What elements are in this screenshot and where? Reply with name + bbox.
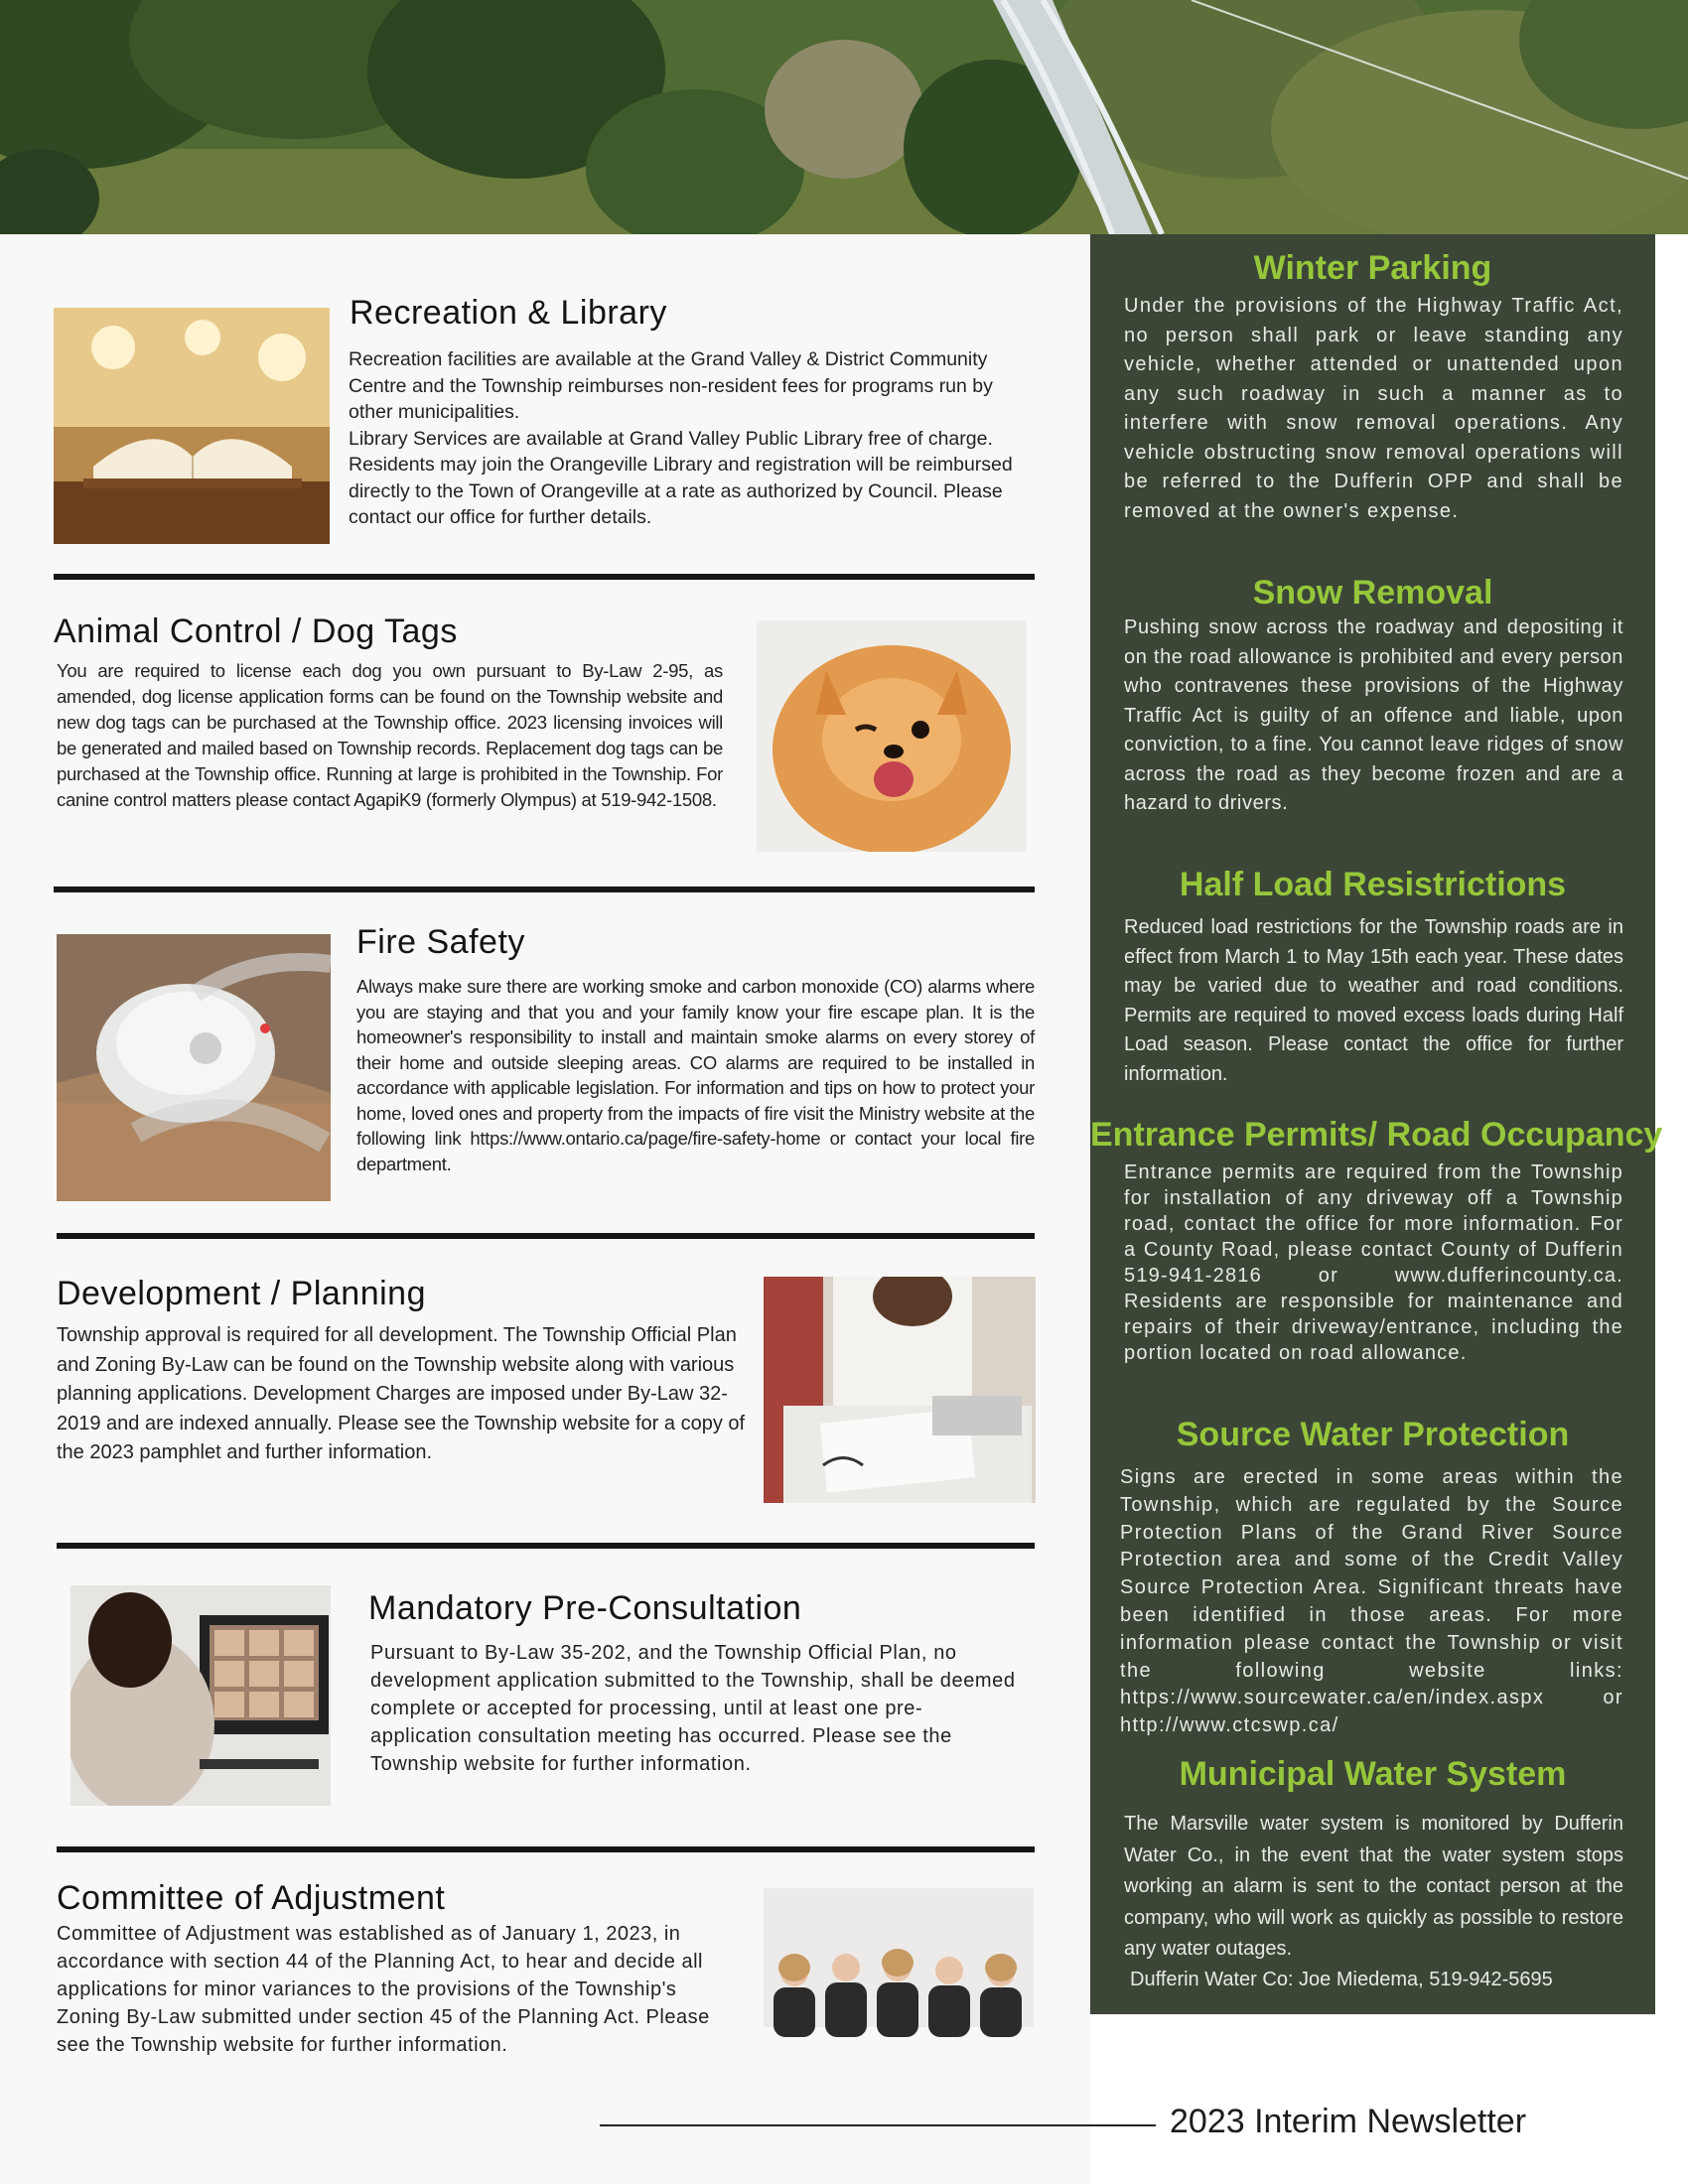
winter-parking-body: Under the provisions of the Highway Traffic Act, no person shall park or leave standing any vehicle, whether attended or unattended upon any such roadway in such a manner as to interfere with snow removal operations. Any vehicle obstructing snow removal operations will be referred to the Dufferin OPP and shall be removed at the owner's expense.: [1124, 295, 1623, 522]
entrance-permits-title: Entrance Permits/ Road Occupancy: [1090, 1116, 1663, 1154]
fire-safety-title: Fire Safety: [356, 923, 525, 961]
newsletter-footer-label: 2023 Interim Newsletter: [1170, 2103, 1527, 2140]
section-divider: [57, 1233, 1035, 1239]
fire-safety-body: Always make sure there are working smoke and carbon monoxide (CO) alarms where you are staying and that you and your family know your fire escape plan. It is the homeowner's responsibility to install and maintain smoke alarms on every storey of their home and outside sleeping areas. CO alarms are required to be installed in accordance with applicable legislation. For information and tips on how to protect your home, loved ones and property from the impacts of fire visit the Ministry website at the following link https://www.ontario.ca/page/fire-safety-home or contact your local fire department.: [356, 976, 1035, 1174]
hero-landscape-illustration: [0, 0, 1688, 234]
municipal-water-contact: Dufferin Water Co: Joe Miedema, 519-942-5695: [1130, 1969, 1553, 1990]
half-load-title: Half Load Resistrictions: [1179, 866, 1567, 903]
pre-consultation-title: Mandatory Pre-Consultation: [368, 1589, 802, 1627]
hero-banner-image: [0, 0, 1688, 234]
animal-control-body: You are required to license each dog you own pursuant to By-Law 2-95, as amended, dog license application forms can be found on the Township website and new dog tags can be purchased at the Township office. 2023 licensing invoices will be generated and mailed based on Township records. Replacement dog tags can be purchased at the Township office. Running at large is prohibited in the Township. For canine control matters please contact AgapiK9 (formerly Olympus) at 519-942-1508.: [57, 660, 723, 810]
committee-meeting-photo: [764, 1888, 1034, 2087]
snow-removal-title: Snow Removal: [1252, 574, 1493, 612]
municipal-water-body: The Marsville water system is monitored by Dufferin Water Co., in the event that the water system stops working an alarm is sent to the contact person at the company, who will work as quickly as possible to restore any water outages.: [1124, 1813, 1623, 1960]
source-water-title: Source Water Protection: [1176, 1416, 1570, 1453]
development-planning-title: Development / Planning: [57, 1275, 427, 1312]
recreation-library-body: Recreation facilities are available at the Grand Valley & District Community Centre and the Township reimburses non-resident fees for programs run by other municipalities. Library Services are available at Grand Valley Public Library free of charge. Residents may join the Orangeville Library and registration will be reimbursed directly to the Town of Orangeville at a rate as authorized by Council. Please contact our office for further details.: [349, 348, 1013, 528]
pomeranian-dog-photo: [757, 620, 1027, 852]
winter-parking-title: Winter Parking: [1253, 249, 1492, 287]
planning-paperwork-photo: [764, 1277, 1036, 1503]
section-divider: [57, 1543, 1035, 1549]
section-divider: [57, 1846, 1035, 1852]
committee-adjustment-title: Committee of Adjustment: [57, 1879, 446, 1917]
section-divider: [54, 887, 1035, 892]
smoke-alarm-photo: [57, 934, 331, 1201]
development-planning-body: Township approval is required for all development. The Township Official Plan and Zoning By-Law can be found on the Township website along with various planning applications. Development Charges are imposed under By-Law 32-2019 and are indexed annually. Please see the Township website for a copy of the 2023 pamphlet and further information.: [57, 1324, 746, 1463]
source-water-body: Signs are erected in some areas within the Township, which are regulated by the Source Protection Plans of the Grand River Source Protection area and some of the Credit Valley Source Protection Area. Significant threats have been identified in those areas. For more information please contact the Township or visit the following website links: https://www.sourcewater.ca/en/index.aspx or http://www.ctcswp.ca/: [1120, 1466, 1623, 1737]
library-book-photo: [54, 308, 330, 544]
pre-consultation-body: Pursuant to By-Law 35-202, and the Township Official Plan, no development application submitted to the Township, shall be deemed complete or accepted for processing, until at least one pre-application consultation meeting has occurred. Please see the Township website for further information.: [370, 1642, 1016, 1775]
animal-control-title: Animal Control / Dog Tags: [54, 613, 458, 650]
entrance-permits-body: Entrance permits are required from the Township for installation of any driveway off a Township road, contact the office for more information. For a County Road, please contact County of Dufferin 519-941-2816 or www.dufferincounty.ca. Residents are responsible for maintenance and repairs of their driveway/entrance, including the portion located on road allowance.: [1124, 1161, 1623, 1364]
section-divider: [54, 574, 1035, 580]
sidebar-panel: [1090, 234, 1663, 2014]
snow-removal-body: Pushing snow across the roadway and depositing it on the road allowance is prohibited and every person who contravenes these provisions of the Highway Traffic Act is guilty of an offence and liable, upon conviction, to a fine. You cannot leave ridges of snow across the road as they become frozen and are a hazard to drivers.: [1124, 616, 1623, 814]
committee-adjustment-body: Committee of Adjustment was established as of January 1, 2023, in accordance with section 44 of the Planning Act, to hear and decide all applications for minor variances to the provisions of the Township's Zoning By-Law submitted under section 45 of the Planning Act. Please see the Township website for further information.: [57, 1923, 710, 2056]
video-conference-photo: [70, 1585, 331, 1806]
municipal-water-title: Municipal Water System: [1179, 1755, 1567, 1793]
footer-rule: [600, 2124, 1156, 2126]
half-load-body: Reduced load restrictions for the Township roads are in effect from March 1 to May 15th each year. These dates may be varied due to weather and road conditions. Permits are required to moved excess loads during Half Load season. Please contact the office for further information.: [1124, 916, 1623, 1085]
recreation-library-title: Recreation & Library: [350, 294, 667, 332]
